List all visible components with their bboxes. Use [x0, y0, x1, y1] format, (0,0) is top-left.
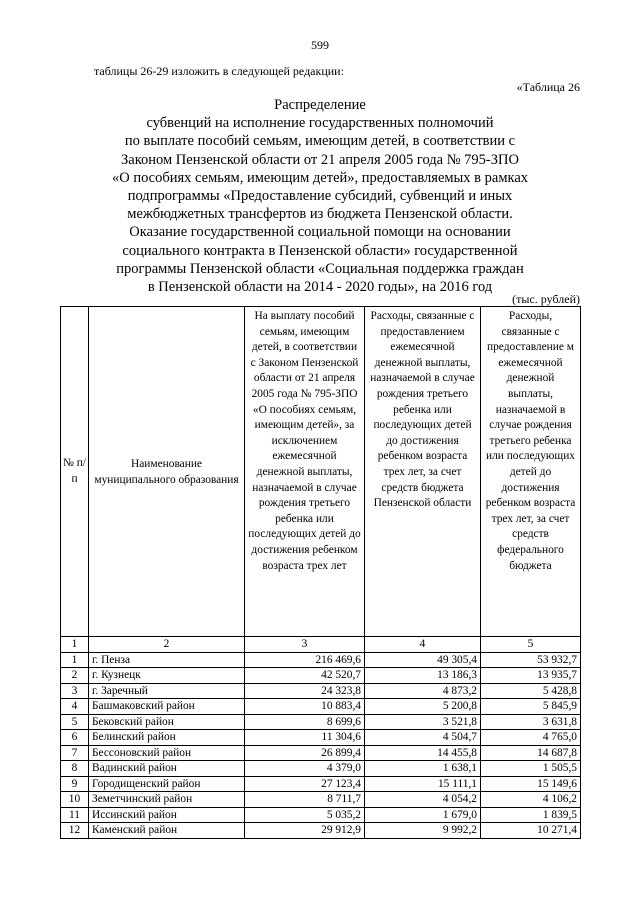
- table-row: [61, 776, 581, 792]
- table-row: [61, 668, 581, 684]
- header-benefits-payment: На выплату пособий семьям, имеющим детей, в соответствии с Законом Пензенской области от 21 апреля 2005 года № 795-ЗПО «О пособиях семьям, имеющим детей», за исключением ежемесячной денежной выплаты, назначаемой в случае рождения третьего ребенка или последующих детей до достижения ребенком возраста трех лет: [245, 307, 365, 637]
- intro-text: таблицы 26-29 изложить в следующей редакции:: [94, 64, 344, 78]
- page-number: 599: [311, 38, 329, 52]
- municipality-name: Земетчинский район: [89, 792, 245, 808]
- header-federal-budget-expenses: Расходы, связанные с предоставление м ежемесячной денежной выплаты, назначаемой в случае рождения третьего ребенка или последующих детей до достижения ребенком возраста трех лет, за счет средств федерального бюджета: [481, 307, 581, 637]
- federal-budget-value: 53 932,7: [481, 652, 581, 668]
- heading-line: программы Пензенской области «Социальная поддержка граждан: [116, 260, 524, 277]
- municipality-name: г. Кузнецк: [89, 668, 245, 684]
- municipality-name: Каменский район: [89, 823, 245, 839]
- heading-line: Законом Пензенской области от 21 апреля 2005 года № 795-ЗПО: [121, 151, 519, 168]
- header-municipality: Наименование муниципального образования: [89, 307, 245, 637]
- table-reference: «Таблица 26: [516, 80, 580, 94]
- benefits-value: 29 912,9: [245, 823, 365, 839]
- table-row: [61, 745, 581, 761]
- benefits-value: 10 883,4: [245, 699, 365, 715]
- row-number: 1: [61, 652, 89, 668]
- benefits-value: 26 899,4: [245, 745, 365, 761]
- row-number: 2: [61, 668, 89, 684]
- regional-budget-value: 15 111,1: [365, 776, 481, 792]
- federal-budget-value: 4 765,0: [481, 730, 581, 746]
- column-numbers-row: [61, 637, 581, 653]
- table-row: [61, 730, 581, 746]
- heading-line: по выплате пособий семьям, имеющим детей, в соответствии с: [124, 133, 516, 150]
- regional-budget-value: 13 186,3: [365, 668, 481, 684]
- regional-budget-value: 14 455,8: [365, 745, 481, 761]
- federal-budget-value: 14 687,8: [481, 745, 581, 761]
- table-row: [61, 807, 581, 823]
- federal-budget-value: 15 149,6: [481, 776, 581, 792]
- row-number: 8: [61, 761, 89, 777]
- regional-budget-value: 9 992,2: [365, 823, 481, 839]
- municipality-name: г. Пенза: [89, 652, 245, 668]
- federal-budget-value: 10 271,4: [481, 823, 581, 839]
- table-row: [61, 652, 581, 668]
- regional-budget-value: 3 521,8: [365, 714, 481, 730]
- municipality-name: г. Заречный: [89, 683, 245, 699]
- heading-line: социального контракта в Пензенской области» государственной: [122, 242, 518, 259]
- municipality-name: Бековский район: [89, 714, 245, 730]
- header-regional-budget-expenses: Расходы, связанные с предоставлением ежемесячной денежной выплаты, назначаемой в случае рождения третьего ребенка или последующих детей до достижения ребенком возраста трех лет, за счет средств бюджета Пензенской области: [365, 307, 481, 637]
- benefits-value: 42 520,7: [245, 668, 365, 684]
- federal-budget-value: 3 631,8: [481, 714, 581, 730]
- regional-budget-value: 4 054,2: [365, 792, 481, 808]
- regional-budget-value: 1 679,0: [365, 807, 481, 823]
- table-row: [61, 792, 581, 808]
- column-number: 5: [481, 637, 581, 653]
- heading-line: в Пензенской области на 2014 - 2020 годы», на 2016 год: [147, 279, 493, 296]
- benefits-value: 8 699,6: [245, 714, 365, 730]
- column-number: 3: [245, 637, 365, 653]
- regional-budget-value: 4 504,7: [365, 730, 481, 746]
- row-number: 11: [61, 807, 89, 823]
- column-number: 1: [61, 637, 89, 653]
- heading-line: «О пособиях семьям, имеющим детей», предоставляемых в рамках: [111, 169, 529, 186]
- heading-line: Оказание государственной социальной помощи на основании: [129, 224, 511, 241]
- benefits-value: 24 323,8: [245, 683, 365, 699]
- federal-budget-value: 5 428,8: [481, 683, 581, 699]
- regional-budget-value: 49 305,4: [365, 652, 481, 668]
- table-row: [61, 699, 581, 715]
- benefits-value: 5 035,2: [245, 807, 365, 823]
- benefits-value: 27 123,4: [245, 776, 365, 792]
- benefits-value: 8 711,7: [245, 792, 365, 808]
- benefits-value: 11 304,6: [245, 730, 365, 746]
- column-number: 4: [365, 637, 481, 653]
- heading-line: подпрограммы «Предоставление субсидий, субвенций и иных: [127, 188, 513, 205]
- heading-line: Распределение: [274, 97, 366, 113]
- table-row: [61, 823, 581, 839]
- document-heading: [60, 96, 580, 296]
- table-row: [61, 683, 581, 699]
- units-label: (тыс. рублей): [512, 292, 580, 306]
- table-body: [61, 637, 581, 839]
- subvention-table: [60, 306, 581, 839]
- table-row: [61, 761, 581, 777]
- table-row: [61, 714, 581, 730]
- row-number: 10: [61, 792, 89, 808]
- heading-line: межбюджетных трансфертов из бюджета Пензенской области.: [127, 206, 513, 223]
- row-number: 9: [61, 776, 89, 792]
- row-number: 12: [61, 823, 89, 839]
- benefits-value: 216 469,6: [245, 652, 365, 668]
- benefits-value: 4 379,0: [245, 761, 365, 777]
- regional-budget-value: 5 200,8: [365, 699, 481, 715]
- federal-budget-value: 5 845,9: [481, 699, 581, 715]
- federal-budget-value: 1 505,5: [481, 761, 581, 777]
- federal-budget-value: 1 839,5: [481, 807, 581, 823]
- heading-line: субвенций на исполнение государственных полномочий: [146, 115, 494, 132]
- column-number: 2: [89, 637, 245, 653]
- federal-budget-value: 4 106,2: [481, 792, 581, 808]
- row-number: 4: [61, 699, 89, 715]
- header-number: № п/п: [61, 307, 89, 637]
- municipality-name: Башмаковский район: [89, 699, 245, 715]
- municipality-name: Городищенский район: [89, 776, 245, 792]
- federal-budget-value: 13 935,7: [481, 668, 581, 684]
- row-number: 5: [61, 714, 89, 730]
- row-number: 7: [61, 745, 89, 761]
- municipality-name: Вадинский район: [89, 761, 245, 777]
- regional-budget-value: 4 873,2: [365, 683, 481, 699]
- municipality-name: Белинский район: [89, 730, 245, 746]
- row-number: 6: [61, 730, 89, 746]
- municipality-name: Бессоновский район: [89, 745, 245, 761]
- row-number: 3: [61, 683, 89, 699]
- regional-budget-value: 1 638,1: [365, 761, 481, 777]
- municipality-name: Иссинский район: [89, 807, 245, 823]
